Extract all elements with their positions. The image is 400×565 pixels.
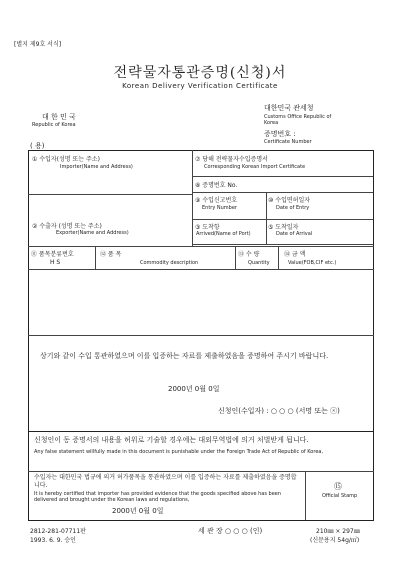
customs-office-ko: 대한민국 관세청 — [264, 104, 314, 112]
commodity-label: ⑫ 품 목 — [100, 251, 122, 258]
footer-paper-type: (신문용지 54g/㎡) — [310, 537, 360, 544]
applicant-signature: 신청인(수입자) : ○ ○ ○ (서명 또는 ⓢ) — [218, 407, 340, 415]
exporter-label-en: Exporter(Name and Address) — [56, 230, 129, 236]
hs-label: ⑪ 품목분류번호 — [31, 251, 74, 258]
country-ko: 대 한 민 국 — [42, 113, 76, 121]
value-label: ⑭ 금 액 — [284, 251, 306, 258]
arrived-port-label: ③ 도착항 — [195, 224, 220, 231]
page-subtitle: Korean Delivery Verification Certificate — [122, 82, 278, 90]
certification-text-ko: 수입자는 대한민국 법규에 의거 허가품목을 통관하였으며 이를 입증하는 자료를 제출하였음을 증명합니다. — [34, 474, 297, 489]
arrival-date-label: ⑤ 도착일자 — [268, 224, 299, 231]
arrived-port-label-en: Arrived(Name of Port) — [196, 231, 251, 237]
import-certificate-label-en: Corresponding Korean Import Certificate — [204, 164, 306, 170]
importer-label: ① 수입자(성명 또는 주소) — [32, 156, 100, 163]
footer-approval-date: 1993. 6. 9. 승인 — [30, 537, 76, 544]
certificate-number-label: 증명번호 : — [264, 130, 296, 138]
hs-label-en: H S — [50, 259, 61, 266]
certification-text-en: It is hereby certified that importer has provided evidence that the goods specified above has been delivered and brought under the Korean laws and regulations, — [34, 491, 282, 504]
import-certificate-label: ⑦ 당해 전략물자수입증명서 — [195, 156, 268, 163]
page-title: 전략물자통관증명(신청)서 — [113, 65, 287, 81]
declaration-date: 2000년 0월 0일 — [168, 385, 220, 393]
declaration-text: 상기와 같이 수입 통관하였으며 이를 입증하는 자료를 제출하였음을 증명하여 주시기 바랍니다. — [40, 352, 329, 360]
certificate-no-label: ⑧ 증명번호 No. — [195, 182, 238, 189]
purpose-label: ( 용) — [30, 142, 45, 150]
stamp-icon: ⑮ — [334, 482, 342, 491]
entry-date-label-en: Date of Entry — [276, 205, 310, 211]
warning-text-ko: 신청인이 동 증명서의 내용을 허위로 기술할 경우에는 대외무역법에 의거 처벌받게 됩니다. — [34, 436, 309, 444]
value-label-en: Value(FOB,CIF etc.) — [288, 260, 337, 266]
form-number: [별지 제9호 서식] — [14, 41, 62, 48]
customs-office-en: Customs Office Republic of Korea — [264, 114, 332, 127]
certificate-number-en: Certificate Number — [264, 139, 312, 145]
commodity-label-en: Commodity description — [140, 260, 199, 266]
arrival-date-label-en: Date of Arrival — [276, 231, 313, 237]
importer-label-en: Importer(Name and Address) — [60, 164, 133, 170]
official-stamp-label: Official Stamp — [322, 493, 358, 499]
importer-field[interactable] — [32, 174, 188, 190]
entry-number-label-en: Entry Number — [202, 205, 237, 211]
entry-number-label: ⑨ 수입신고번호 — [195, 197, 238, 204]
country-en: Republic of Korea — [32, 122, 76, 128]
items-body[interactable] — [30, 271, 372, 333]
warning-text-en: Any false statement willfully made in this document is punishable under the Foreign Trade Act of Republic of Korea, — [34, 449, 324, 455]
entry-date-label: ⑩ 수입면허일자 — [268, 197, 311, 204]
certification-date: 2000년 0월 0일 — [112, 507, 164, 515]
footer-paper-size: 210㎜ × 297㎜ — [316, 528, 360, 535]
certificate-no-field[interactable] — [250, 178, 368, 190]
quantity-label-en: Quantity — [248, 260, 270, 266]
customs-officer-signature: 세 관 장 ○ ○ ○ (인) — [198, 527, 263, 535]
exporter-field[interactable] — [32, 198, 188, 218]
exporter-label: ② 수출자 (성명 또는 주소) — [32, 223, 102, 230]
quantity-label: ⑬ 수 량 — [238, 251, 260, 258]
footer-approval-code: 2812-281-07711판 — [30, 528, 86, 535]
